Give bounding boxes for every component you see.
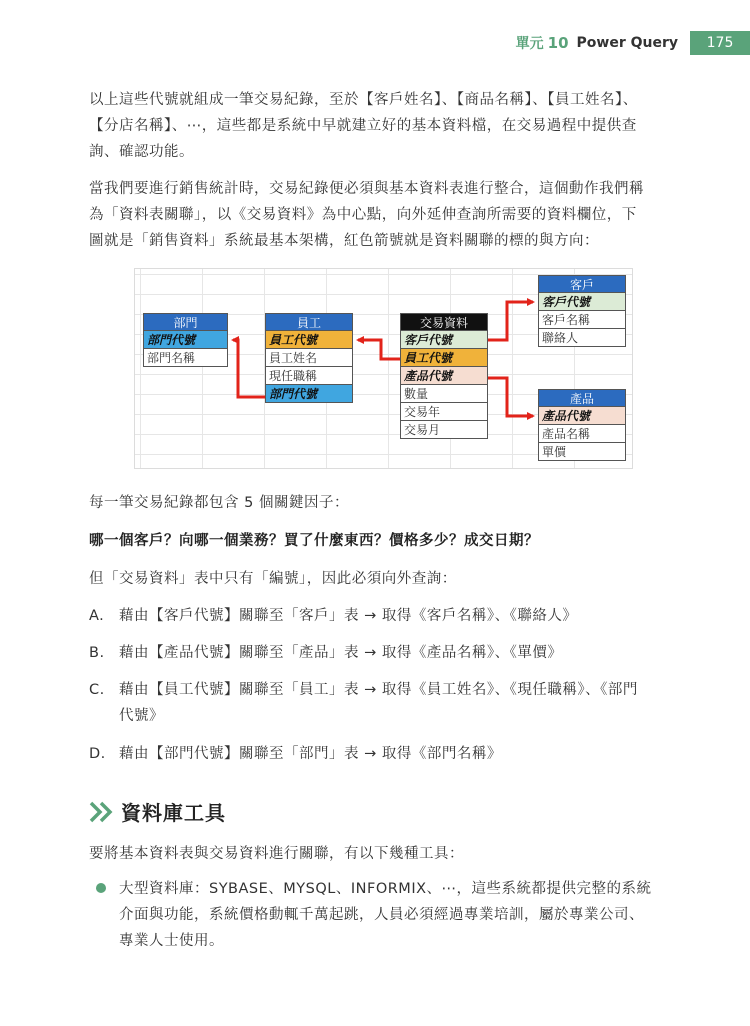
text-line: 圖就是「銷售資料」系統最基本架構，紅色箭號就是資料關聯的標的與方向：	[89, 233, 599, 249]
text-line: 【分店名稱】、⋯，這些都是系統中早就建立好的基本資料檔，在交易過程中提供查	[89, 118, 637, 134]
dept-field: 部門名稱	[143, 349, 228, 367]
trans-prod-key-field: 產品代號	[400, 367, 488, 385]
emp-field: 員工姓名	[265, 349, 353, 367]
list-text: 藉由【客戶代號】關聯至「客戶」表 → 取得《客戶名稱》、《聯絡人》	[119, 608, 578, 624]
text-line: 介面與功能，系統價格動輒千萬起跳，人員必須經過專業培訓，屬於專業公司、	[119, 907, 644, 923]
list-label: A.	[89, 608, 105, 624]
arrow-trans-to-prod	[488, 378, 533, 416]
unit-label: 單元	[515, 36, 544, 52]
text-line: 以上這些代號就組成一筆交易紀錄，至於【客戶姓名】、【商品名稱】、【員工姓名】、	[89, 92, 638, 108]
page-number: 175	[690, 31, 750, 55]
list-text-continued: 代號》	[119, 708, 164, 724]
page-header	[516, 30, 750, 56]
double-chevron-icon	[89, 801, 115, 823]
unit-number: 10	[547, 34, 569, 52]
dept-key-field: 部門代號	[143, 331, 228, 349]
bullet-item	[119, 876, 689, 954]
list-text: 藉由【部門代號】關聯至「部門」表 → 取得《部門名稱》	[119, 746, 502, 762]
text-line: 詢、確認功能。	[89, 144, 194, 160]
text-line: 專業人士使用。	[119, 933, 224, 949]
paragraph-3: 每一筆交易紀錄都包含 5 個關鍵因子：	[89, 495, 349, 511]
paragraph-5: 但「交易資料」表中只有「編號」，因此必須向外查詢：	[89, 571, 457, 587]
chapter-title: Power Query	[576, 35, 678, 51]
key-questions: 哪一個客戶？向哪一個業務？買了什麼東西？價格多少？成交日期？	[89, 533, 539, 549]
relationship-arrows	[135, 269, 632, 468]
emp-table-header: 員工	[265, 313, 353, 331]
cust-table-header: 客戶	[538, 275, 626, 293]
trans-table-header: 交易資料	[400, 313, 488, 331]
list-item-a	[89, 603, 689, 629]
arrow-trans-to-emp	[358, 340, 400, 359]
cust-key-field: 客戶代號	[538, 293, 626, 311]
trans-field: 數量	[400, 385, 488, 403]
section-intro: 要將基本資料表與交易資料進行關聯，有以下幾種工具：	[89, 846, 464, 862]
list-text: 藉由【員工代號】關聯至「員工」表 → 取得《員工姓名》、《現任職稱》、《部門	[119, 682, 638, 698]
bullet-dot-icon	[96, 883, 106, 893]
list-label: D.	[89, 746, 106, 762]
list-text: 藉由【產品代號】關聯至「產品」表 → 取得《產品名稱》、《單價》	[119, 645, 563, 661]
trans-emp-key-field: 員工代號	[400, 349, 488, 367]
arrow-emp-to-dept	[233, 340, 265, 397]
trans-field: 交易月	[400, 421, 488, 439]
text-line: 為「資料表關聯」，以《交易資料》為中心點，向外延伸查詢所需要的資料欄位，下	[89, 207, 637, 223]
paragraph-1	[89, 87, 689, 165]
list-label: B.	[89, 645, 105, 661]
emp-key-field: 員工代號	[265, 331, 353, 349]
prod-table-header: 產品	[538, 389, 626, 407]
prod-key-field: 產品代號	[538, 407, 626, 425]
trans-cust-key-field: 客戶代號	[400, 331, 488, 349]
list-label: C.	[89, 682, 105, 698]
section-heading	[89, 797, 226, 826]
text-line: 當我們要進行銷售統計時，交易紀錄便必須與基本資料表進行整合，這個動作我們稱	[89, 181, 644, 197]
text-line: 大型資料庫：SYBASE、MYSQL、INFORMIX、⋯，這些系統都提供完整的系統	[119, 881, 652, 897]
section-title: 資料庫工具	[121, 801, 226, 825]
list-item-c	[89, 677, 689, 729]
list-item-d	[89, 741, 689, 767]
paragraph-2	[89, 176, 689, 254]
prod-field: 單價	[538, 443, 626, 461]
cust-field: 客戶名稱	[538, 311, 626, 329]
cust-field: 聯絡人	[538, 329, 626, 347]
arrow-trans-to-cust	[488, 302, 533, 340]
list-item-b	[89, 640, 689, 666]
emp-field: 現任職稱	[265, 367, 353, 385]
dept-table-header: 部門	[143, 313, 228, 331]
emp-foreign-key-field: 部門代號	[265, 385, 353, 403]
relationship-diagram	[134, 268, 633, 469]
prod-field: 產品名稱	[538, 425, 626, 443]
trans-field: 交易年	[400, 403, 488, 421]
